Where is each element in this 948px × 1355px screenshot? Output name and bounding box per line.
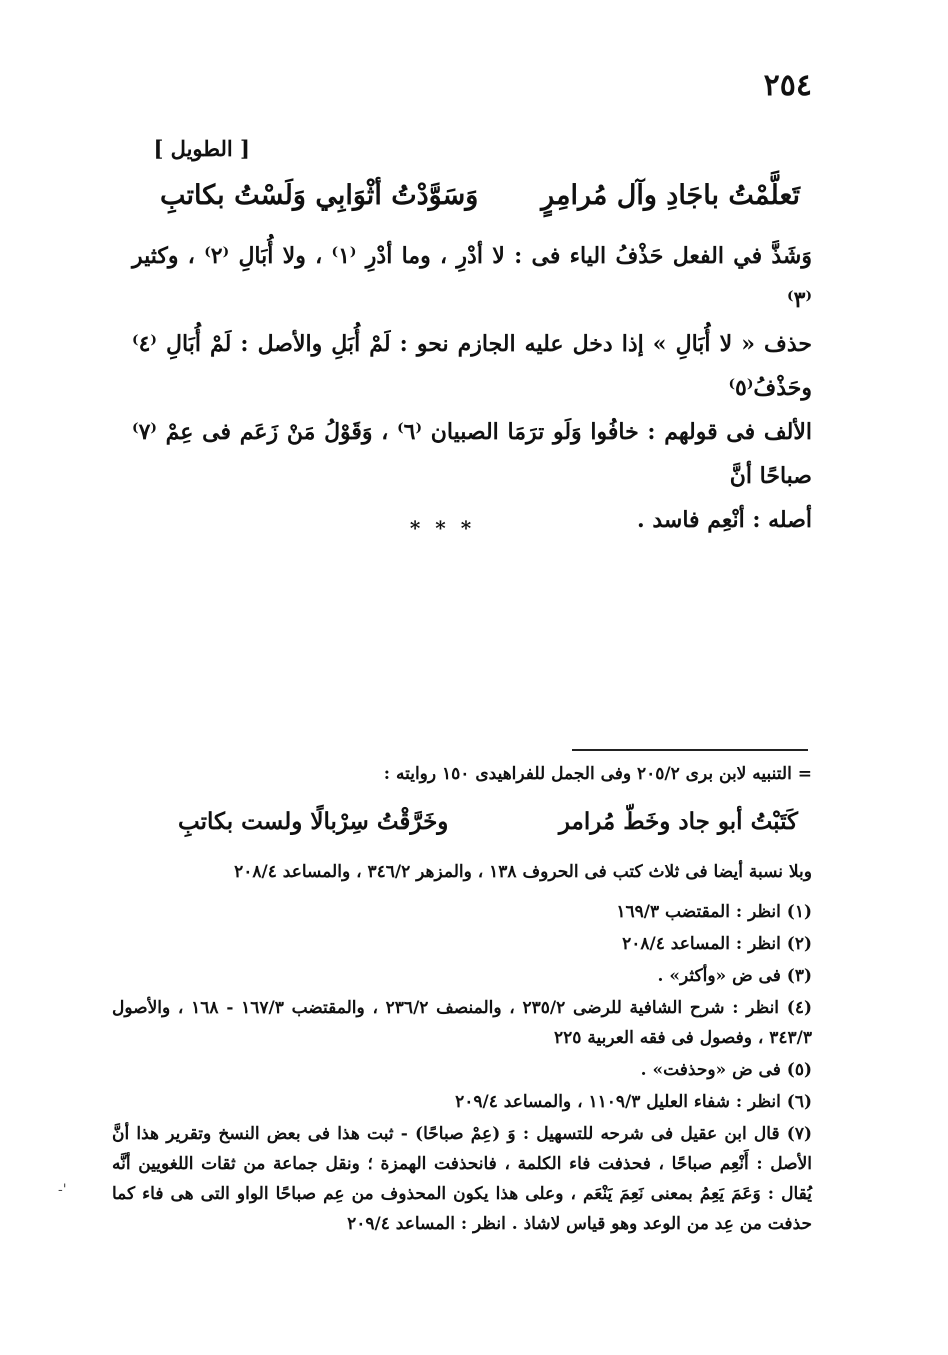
footnote-item: (١) انظر : المقتضب ١٦٩/٣ [616, 902, 812, 922]
footnote-item: (٥) فى ض «وحذفت» . [640, 1060, 812, 1080]
main-text [132, 234, 812, 542]
main-text-line: الألف فى قولهم : خافُوا وَلَو ترَمَا الصبيان ⁽٦⁾ ، وَقَوْلُ مَنْ زَعَم فى عِمْ ⁽٧⁾ صباحًا أنَّ [132, 419, 813, 489]
verse-first-hemistich: تَعلَّمْتُ باجَادِ وآل مُرامِرٍ [541, 180, 800, 211]
main-text-line: أصله : أنْعِم فاسد . [637, 507, 812, 533]
footnote-verse-note: وبلا نسبة أيضا فى ثلاث كتب فى الحروف ١٣٨ ، والمزهر ٣٤٦/٢ ، والمساعد ٢٠٨/٤ [234, 862, 812, 882]
margin-mark: -' [58, 1182, 67, 1198]
footnote-item: (٢) انظر : المساعد ٢٠٨/٤ [622, 934, 812, 954]
footnote-item: (٦) انظر : شفاء العليل ١١٠٩/٣ ، والمساعد ٢٠٩/٤ [455, 1092, 812, 1112]
footnote-item: (٧) قال ابن عقيل فى شرحه للتسهيل : وَ (عِمْ صباحًا) - ثبت هذا فى بعض النسخ وتقرير هذا أنَّ الأصل : أَنْعِم صباحًا ، فحذفت فاء الكلمة ، فانحذفت الهمزة ؛ ونقل جماعة من ثقات اللغويين أنَّه يُقال : وَعَمَ يَعِمُ بمعنى نَعِمَ يَنْعَم ، وعلى هذا يكون المحذوف من عِم صباحًا الواو التى هى فاء كما حذفت من عِد من الوعد وهو قياس لاشاذ . انظر : المساعد ٢٠٩/٤ [112, 1124, 812, 1234]
footnote-item: (٣) فى ض «وأكثر» . [657, 966, 812, 986]
footnote-verse-second: وخَرَّقْتُ سِرْبالًا ولست بكاتبِ [178, 808, 449, 835]
footnotes [112, 897, 812, 1241]
verse-second-hemistich: وَسَوَّدْتُ أثْوَابِي وَلَسْتُ بكاتبِ [160, 180, 479, 211]
main-verse [160, 180, 800, 222]
meter-label: [ الطويل ] [153, 136, 250, 161]
footnote-verse-first: كَتَبْتُ أبو جاد وخَطّ مُرامر [558, 808, 798, 835]
footnote-continuation: = التنبيه لابن برى ٢٠٥/٢ وفى الجمل للفراهيدى ١٥٠ روايته : [383, 764, 812, 784]
footnote-item: (٤) انظر : شرح الشافية للرضى ٢٣٥/٢ ، والمنصف ٢٣٦/٢ ، والمقتضب ١٦٧/٣ - ١٦٨ ، والأصول ٣٤٣/٣ ، وفصول فى فقه العربية ٢٢٥ [112, 998, 812, 1048]
footnote-verse [178, 808, 798, 850]
main-text-line: وَشَذَّ في الفعل حَذْفُ الياء فى : لا أدْرِ ، وما أدْرِ ⁽١⁾ ، ولا أُبَالِ ⁽٢⁾ ، وكثير ⁽٣⁾ [132, 243, 812, 313]
main-text-line: حذف « لا أُبَالِ » إذا دخل عليه الجازم نحو : لَمْ أُبَلِ والأصل : لَمْ أُبَالِ ⁽٤⁾ وحَذْفُ⁽٥⁾ [132, 331, 812, 401]
section-break: * * * [409, 516, 476, 540]
footnote-rule [572, 749, 808, 751]
page-number: ٢٥٤ [763, 68, 812, 103]
